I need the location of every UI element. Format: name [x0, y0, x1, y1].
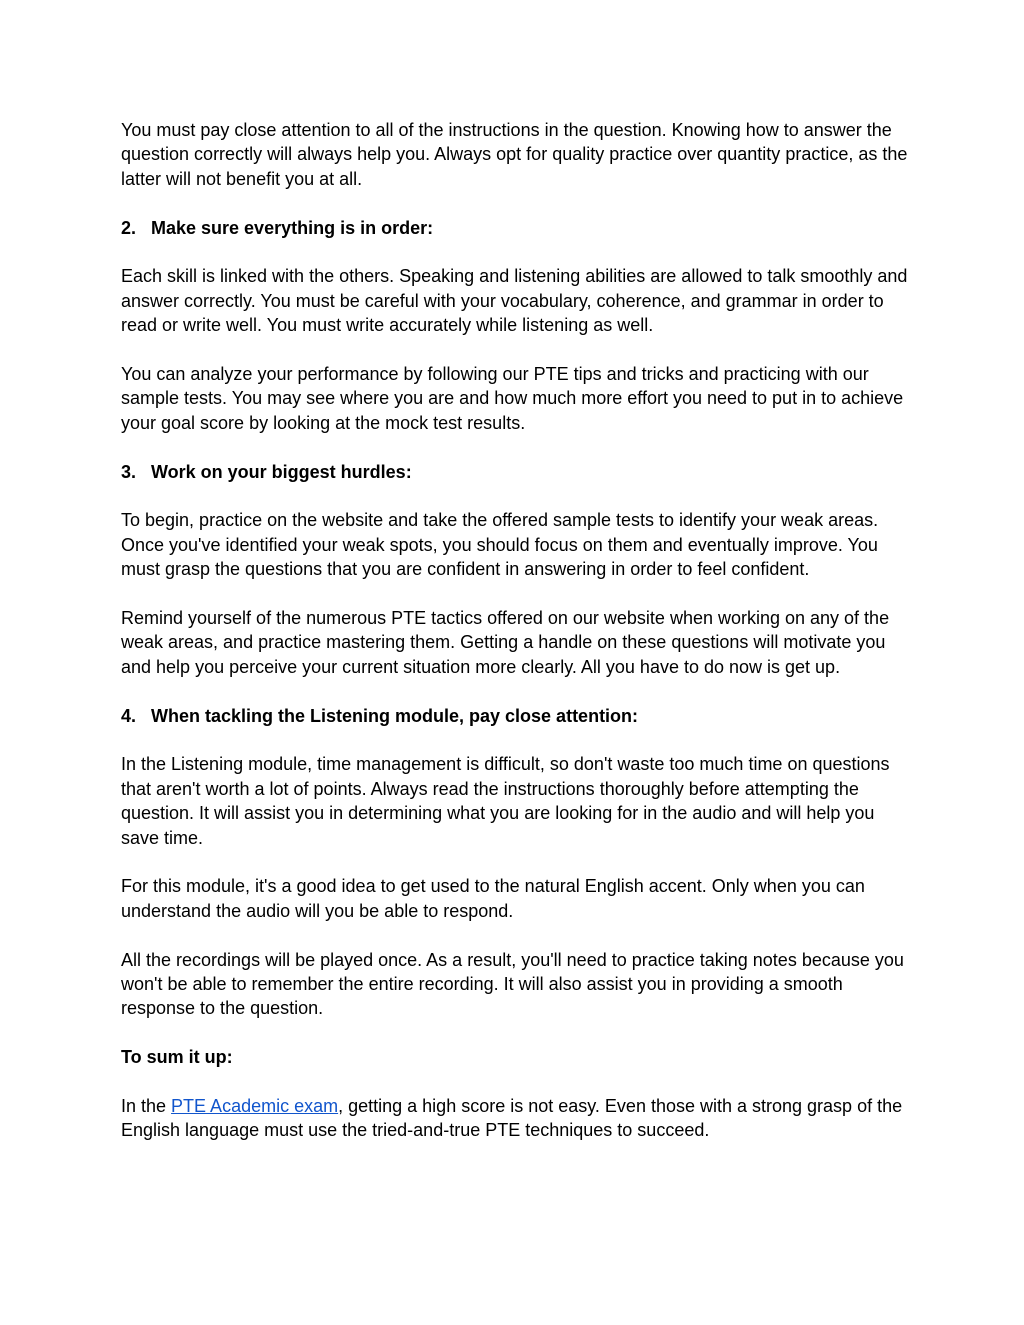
paragraph-skills: Each skill is linked with the others. Speaking and listening abilities are allowed to talk smoothly and answer correctly. You must be careful with your vocabulary, coherence, and grammar in order to read or write well. You must write accurately while listening as well. [121, 266, 908, 336]
heading-number: 2. [121, 217, 137, 238]
document-page [121, 118, 911, 1167]
paragraph-conclusion [121, 1094, 911, 1143]
heading-text: Make sure everything is in order: [151, 217, 434, 238]
paragraph-time-management: In the Listening module, time management is difficult, so don't waste too much time on questions that aren't worth a lot of points. Always read the instructions thoroughly before attempting the question. It will assist you in determining what you are looking for in the audio and will help you save time. [121, 754, 890, 848]
conclusion-text-end: , getting a high score is not easy. Even those with a strong grasp of the English language must use the tried-and-true PTE techniques to succeed. [121, 1096, 903, 1141]
heading-hurdles [121, 460, 911, 484]
paragraph-accent: For this module, it's a good idea to get used to the natural English accent. Only when you can understand the audio will you be able to respond. [121, 876, 865, 921]
paragraph-recordings: All the recordings will be played once. As a result, you'll need to practice taking notes because you won't be able to remember the entire recording. It will also assist you in providing a smooth response to the question. [121, 949, 904, 1019]
conclusion-text-start: In the [121, 1096, 172, 1117]
heading-text: Work on your biggest hurdles: [151, 461, 412, 482]
heading-number: 3. [121, 461, 137, 482]
heading-text: When tackling the Listening module, pay close attention: [151, 705, 639, 726]
heading-sum-up: To sum it up: [121, 1047, 233, 1068]
pte-academic-exam-link[interactable]: PTE Academic exam [171, 1096, 339, 1117]
paragraph-instructions: You must pay close attention to all of the instructions in the question. Knowing how to answer the question correctly will always help you. Always opt for quality practice over quantity practice, as the latter will not benefit you at all. [121, 120, 908, 189]
paragraph-remind: Remind yourself of the numerous PTE tactics offered on our website when working on any of the weak areas, and practice mastering them. Getting a handle on these questions will motivate you and help you perceive your current situation more clearly. All you have to do now is get up. [121, 608, 890, 677]
paragraph-analyze: You can analyze your performance by following our PTE tips and tricks and practicing with our sample tests. You may see where you are and how much more effort you need to put in to achieve your goal score by looking at the mock test results. [121, 364, 904, 433]
paragraph-begin: To begin, practice on the website and take the offered sample tests to identify your weak areas. Once you've identified your weak spots, you should focus on them and eventually improve. You must grasp the questions that you are confident in answering in order to feel confident. [121, 510, 879, 580]
heading-listening [121, 704, 911, 728]
heading-number: 4. [121, 705, 137, 726]
heading-order [121, 216, 911, 240]
